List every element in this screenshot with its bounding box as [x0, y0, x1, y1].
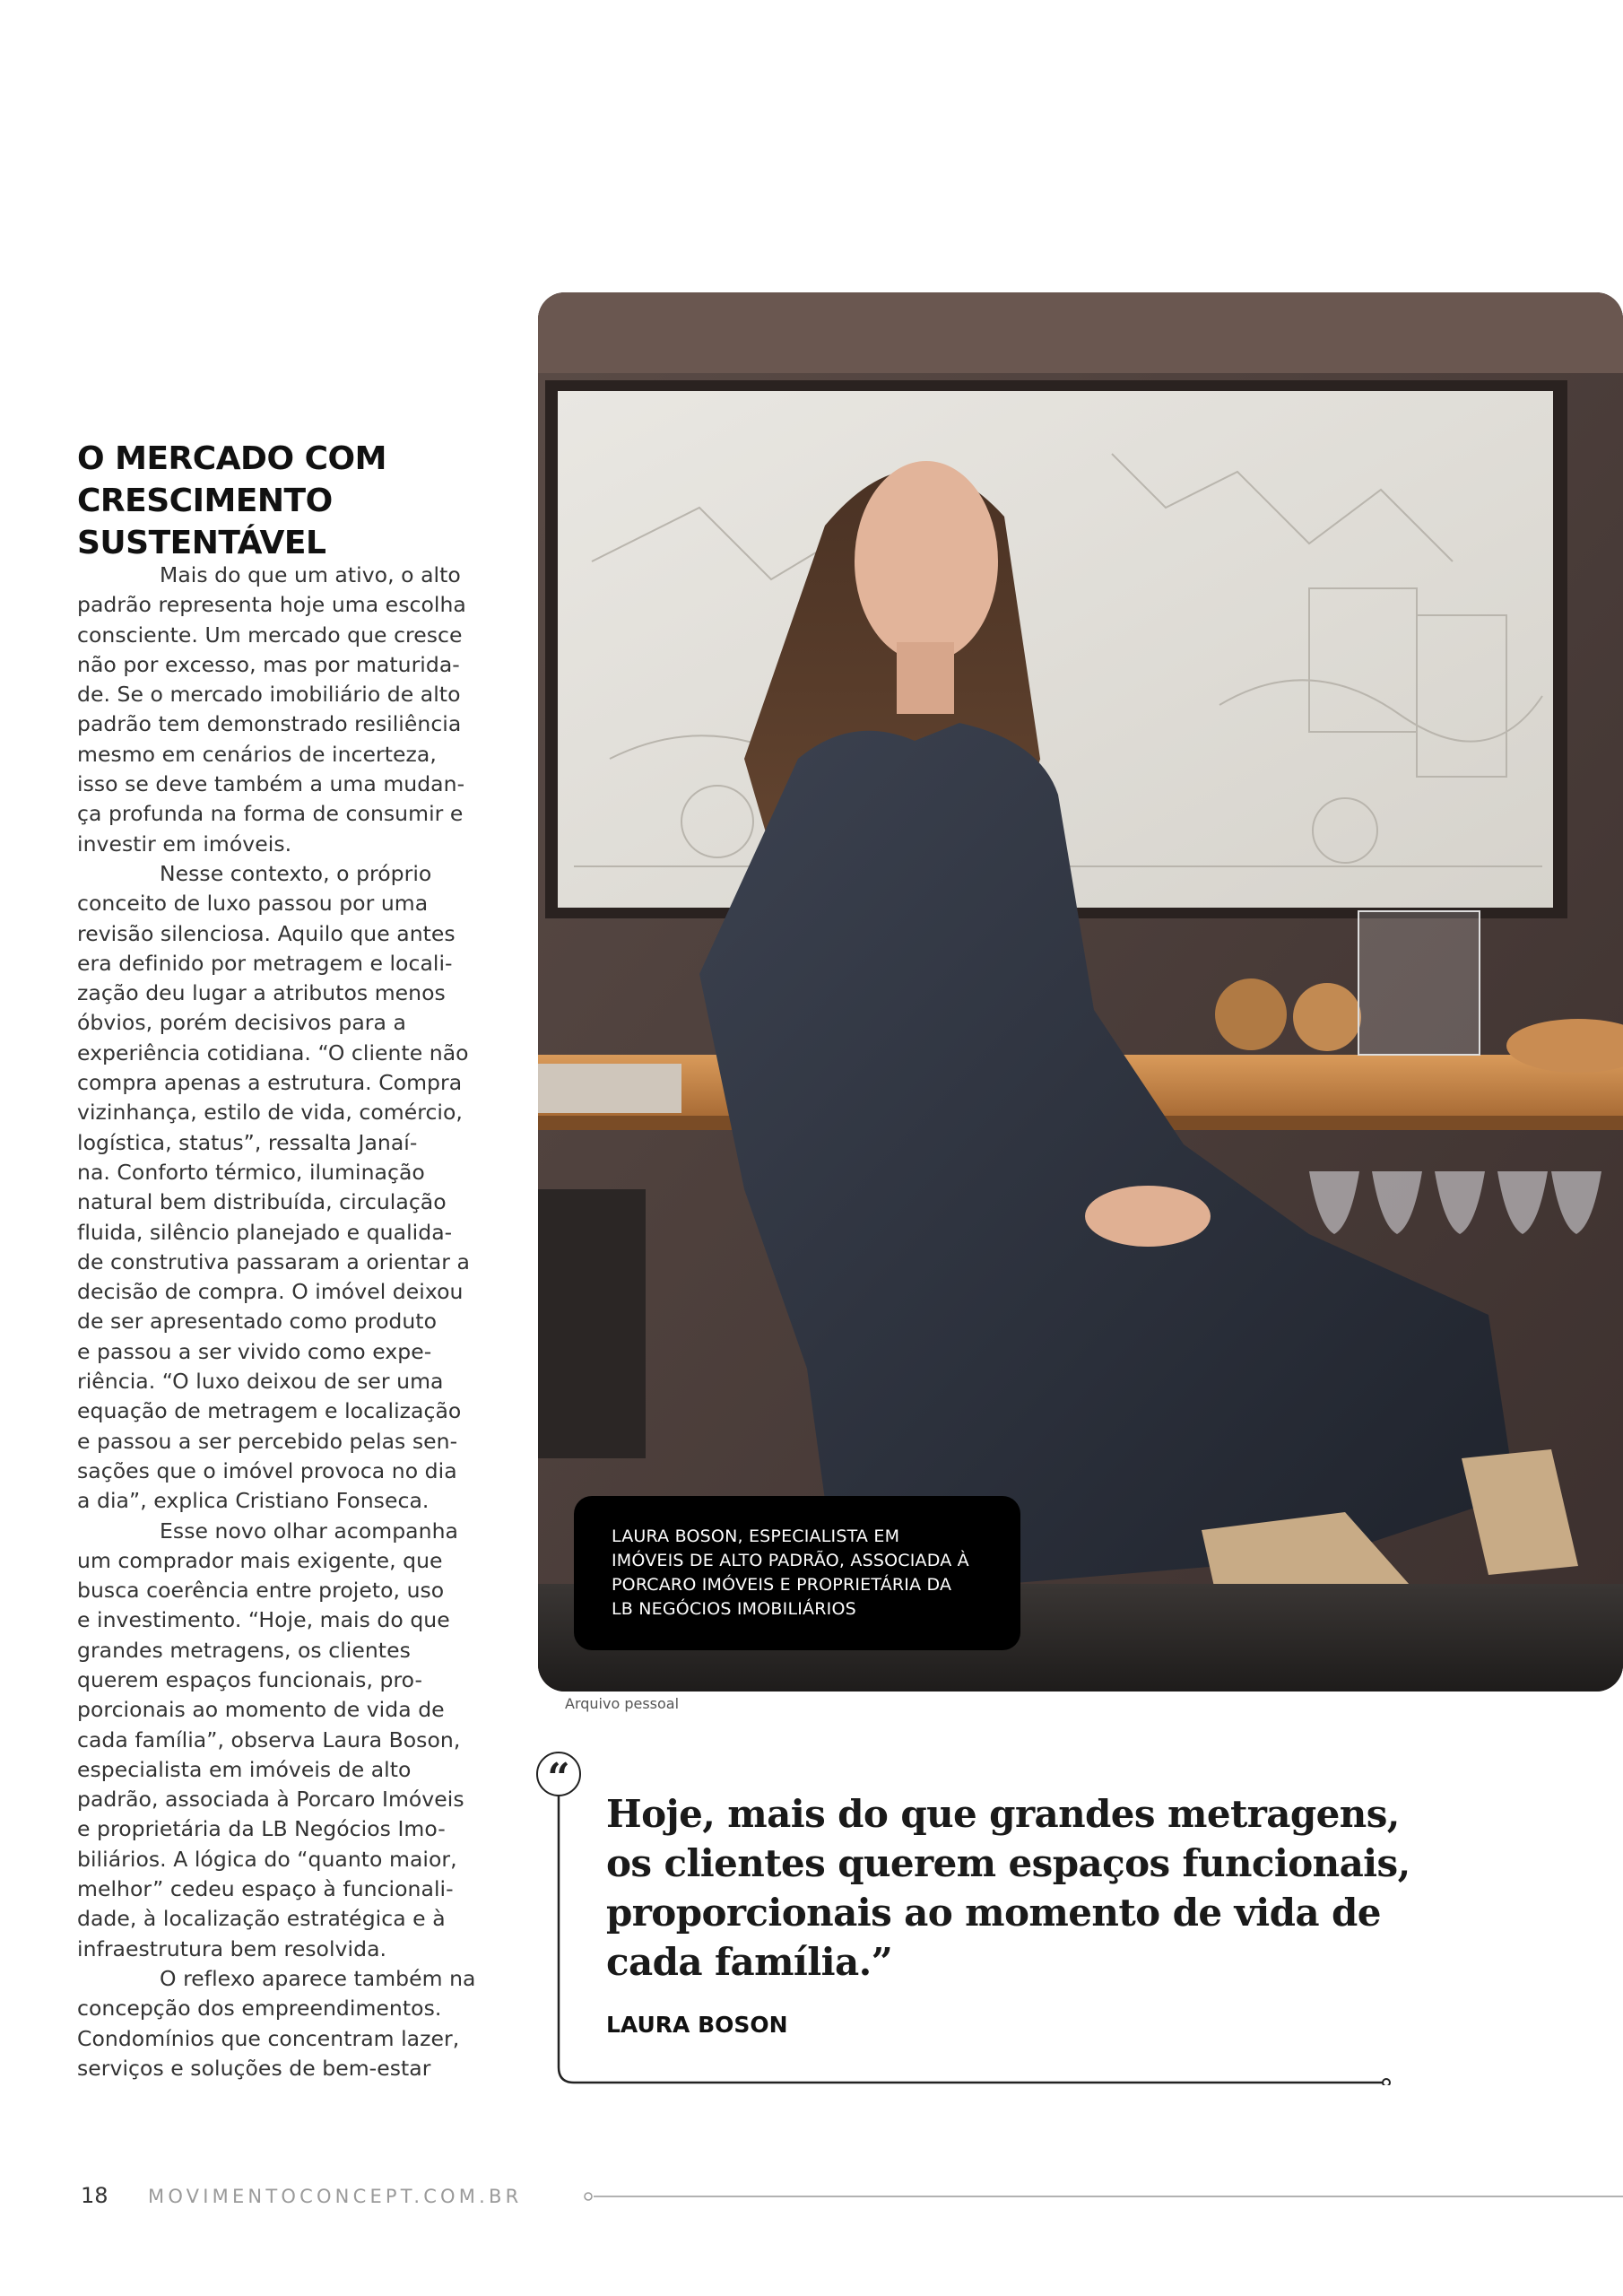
paragraph-line: um comprador mais exigente, que: [77, 1547, 443, 1573]
paragraph-line: ça profunda na forma de consumir e: [77, 801, 464, 827]
section-heading: [77, 438, 454, 564]
paragraph-line: e passou a ser percebido pelas sen-: [77, 1428, 458, 1454]
article-paragraph: [77, 1964, 497, 2083]
paragraph-line: Esse novo olhar acompanha: [160, 1518, 458, 1544]
quote-mark-icon: “: [536, 1752, 581, 1796]
paragraph-line: O reflexo aparece também na: [160, 1965, 476, 1991]
page-number: 18: [81, 2183, 108, 2208]
paragraph-line: de construtiva passaram a orientar a: [77, 1248, 470, 1274]
paragraph-line: consciente. Um mercado que cresce: [77, 622, 463, 648]
cookie-jar: [538, 1064, 681, 1113]
paragraph-line: especialista em imóveis de alto: [77, 1756, 412, 1782]
heading-line: O MERCADO COM: [77, 440, 386, 477]
caption-line: LB NEGÓCIOS IMOBILIÁRIOS: [612, 1599, 856, 1619]
paragraph-line: e investimento. “Hoje, mais do que: [77, 1607, 450, 1633]
portrait-photo: [538, 292, 1623, 1692]
paragraph-line: Nesse contexto, o próprio: [160, 860, 432, 886]
quote-line: Hoje, mais do que grandes metragens,: [606, 1792, 1400, 1836]
paragraph-line: mesmo em cenários de incerteza,: [77, 741, 437, 767]
ceiling-band: [538, 292, 1623, 373]
paragraph-line: experiência cotidiana. “O cliente não: [77, 1039, 469, 1065]
glass-case: [1358, 911, 1480, 1055]
paragraph-line: serviços e soluções de bem-estar: [77, 2055, 431, 2081]
article-body: [77, 561, 497, 2083]
paragraph-line: Condomínios que concentram lazer,: [77, 2025, 460, 2051]
paragraph-line: grandes metragens, os clientes: [77, 1637, 411, 1663]
paragraph-line: zação deu lugar a atributos menos: [77, 980, 446, 1006]
paragraph-line: querem espaços funcionais, pro-: [77, 1666, 423, 1692]
paragraph-line: fluida, silêncio planejado e qualida-: [77, 1219, 453, 1245]
article-paragraph: [77, 859, 497, 1517]
quote-line: os clientes querem espaços funcionais,: [606, 1841, 1410, 1885]
paragraph-line: decisão de compra. O imóvel deixou: [77, 1279, 464, 1305]
portrait-illustration: [538, 292, 1623, 1692]
paragraph-line: infraestrutura bem resolvida.: [77, 1935, 387, 1961]
neck: [897, 642, 954, 714]
caption-line: IMÓVEIS DE ALTO PADRÃO, ASSOCIADA À: [612, 1551, 969, 1570]
paragraph-line: de. Se o mercado imobiliário de alto: [77, 682, 461, 708]
paragraph-line: era definido por metragem e locali-: [77, 950, 453, 976]
paragraph-line: cada família”, observa Laura Boson,: [77, 1726, 461, 1752]
caption-line: PORCARO IMÓVEIS E PROPRIETÁRIA DA: [612, 1575, 952, 1595]
quote-line: cada família.”: [606, 1940, 893, 1984]
site-url: MOVIMENTOCONCEPT.COM.BR: [148, 2186, 523, 2207]
photo-credit: Arquivo pessoal: [565, 1695, 680, 1712]
caption-line: LAURA BOSON, ESPECIALISTA EM: [612, 1526, 900, 1546]
decor-sphere: [1293, 983, 1361, 1051]
pull-quote: [606, 1789, 1410, 1987]
paragraph-line: isso se deve também a uma mudan-: [77, 771, 465, 797]
paragraph-line: investir em imóveis.: [77, 831, 292, 857]
paragraph-line: revisão silenciosa. Aquilo que antes: [77, 920, 456, 946]
paragraph-line: natural bem distribuída, circulação: [77, 1189, 447, 1215]
paragraph-line: de ser apresentado como produto: [77, 1309, 438, 1335]
paragraph-line: compra apenas a estrutura. Compra: [77, 1070, 463, 1096]
photo-caption: [574, 1496, 1020, 1650]
heading-line: SUSTENTÁVEL: [77, 525, 326, 561]
paragraph-line: padrão tem demonstrado resiliência: [77, 711, 462, 737]
paragraph-line: a dia”, explica Cristiano Fonseca.: [77, 1488, 430, 1514]
paragraph-line: vizinhança, estilo de vida, comércio,: [77, 1100, 463, 1126]
paragraph-line: sações que o imóvel provoca no dia: [77, 1457, 457, 1483]
quote-rule-end-dot: [1383, 2079, 1390, 2085]
decor-sphere: [1215, 978, 1287, 1050]
article-paragraph: [77, 561, 497, 859]
quote-author: LAURA BOSON: [606, 2012, 788, 2038]
paragraph-line: Mais do que um ativo, o alto: [160, 562, 461, 587]
paragraph-line: óbvios, porém decisivos para a: [77, 1010, 406, 1036]
heading-line: CRESCIMENTO: [77, 483, 333, 519]
paragraph-line: concepção dos empreendimentos.: [77, 1996, 442, 2022]
hands: [1085, 1186, 1211, 1247]
paragraph-line: riência. “O luxo deixou de ser uma: [77, 1369, 444, 1395]
paragraph-line: na. Conforto térmico, iluminação: [77, 1159, 425, 1185]
article-paragraph: [77, 1517, 497, 1964]
paragraph-line: biliários. A lógica do “quanto maior,: [77, 1846, 457, 1872]
paragraph-line: não por excesso, mas por maturida-: [77, 651, 460, 677]
paragraph-line: equação de metragem e localização: [77, 1398, 462, 1424]
footer-rule: [583, 2190, 1623, 2203]
paragraph-line: porcionais ao momento de vida de: [77, 1697, 445, 1723]
paragraph-line: melhor” cedeu espaço à funcionali-: [77, 1876, 454, 1902]
footer-rule-dot: [585, 2193, 592, 2200]
paragraph-line: padrão, associada à Porcaro Imóveis: [77, 1787, 464, 1813]
face: [855, 461, 998, 662]
paragraph-line: padrão representa hoje uma escolha: [77, 592, 466, 618]
paragraph-line: logística, status”, ressalta Janaí-: [77, 1129, 418, 1155]
paragraph-line: e proprietária da LB Negócios Imo-: [77, 1816, 446, 1842]
paragraph-line: e passou a ser vivido como expe-: [77, 1338, 432, 1364]
cabinet: [538, 1189, 646, 1458]
paragraph-line: conceito de luxo passou por uma: [77, 891, 429, 917]
paragraph-line: busca coerência entre projeto, uso: [77, 1578, 445, 1604]
paragraph-line: dade, à localização estratégica e à: [77, 1906, 446, 1932]
quote-line: proporcionais ao momento de vida de: [606, 1891, 1381, 1935]
